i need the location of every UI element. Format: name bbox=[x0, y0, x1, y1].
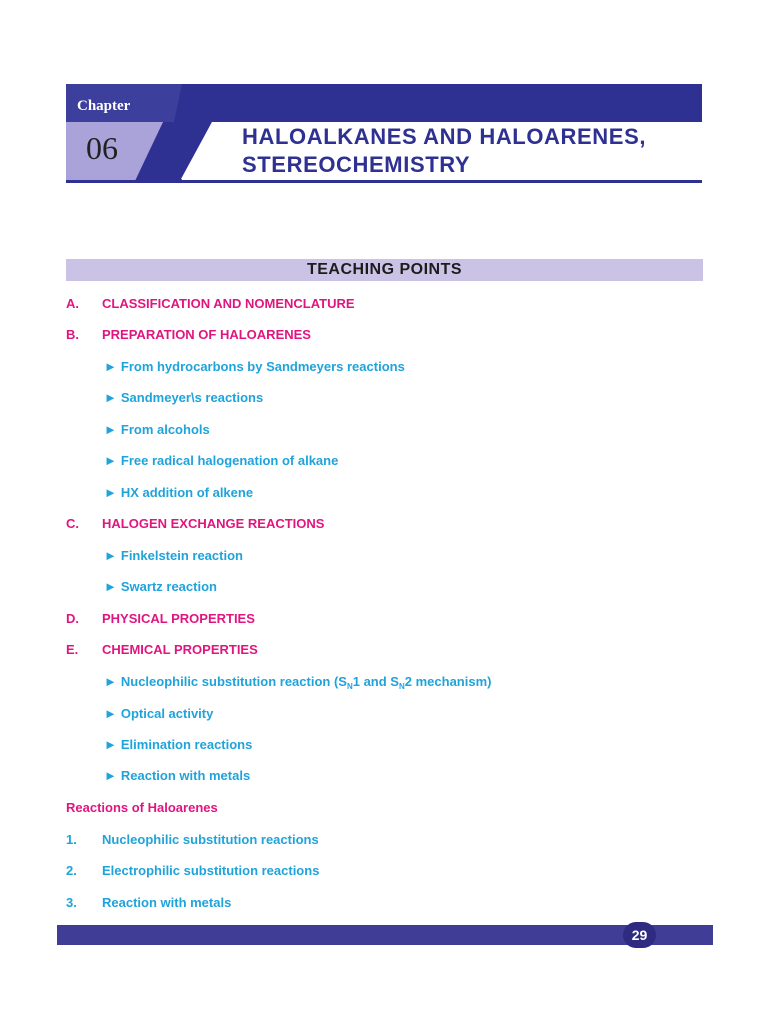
bullet-arrow-icon: ► bbox=[104, 422, 117, 437]
section-letter: A. bbox=[66, 296, 79, 311]
item-number: 1. bbox=[66, 832, 77, 847]
bullet-arrow-icon: ► bbox=[104, 548, 117, 563]
list-item-text: Reaction with metals bbox=[120, 768, 251, 783]
list-item-text: Optical activity bbox=[120, 706, 214, 721]
section-title: PREPARATION OF HALOARENES bbox=[102, 327, 311, 342]
bullet-arrow-icon: ► bbox=[104, 453, 117, 468]
item-number: 3. bbox=[66, 895, 77, 910]
bullet-arrow-icon: ► bbox=[104, 390, 117, 405]
list-item-text: Free radical halogenation of alkane bbox=[120, 453, 339, 468]
section-letter: E. bbox=[66, 642, 79, 657]
header-bottom-rule bbox=[66, 180, 702, 183]
item-text: Reaction with metals bbox=[102, 895, 232, 910]
item-number: 2. bbox=[66, 863, 77, 878]
subscript-n: N bbox=[346, 682, 353, 691]
chapter-header bbox=[0, 0, 768, 200]
list-item bbox=[104, 452, 338, 470]
item-text: Nucleophilic substitution reactions bbox=[102, 832, 319, 847]
list-item-text: Finkelstein reaction bbox=[120, 548, 243, 563]
list-item bbox=[104, 767, 250, 785]
list-item bbox=[104, 705, 213, 723]
bullet-arrow-icon: ► bbox=[104, 706, 117, 721]
chapter-title-line-2: STEREOCHEMISTRY bbox=[242, 152, 471, 177]
footer-bar bbox=[57, 925, 713, 945]
section-title: PHYSICAL PROPERTIES bbox=[102, 611, 255, 626]
bullet-arrow-icon: ► bbox=[104, 579, 117, 594]
bullet-arrow-icon: ► bbox=[104, 737, 117, 752]
list-item-text: From alcohols bbox=[120, 422, 210, 437]
list-item bbox=[104, 673, 491, 691]
item-text: Electrophilic substitution reactions bbox=[102, 863, 320, 878]
chapter-title-line-1: HALOALKANES AND HALOARENES, bbox=[242, 124, 647, 149]
list-item bbox=[104, 484, 253, 502]
list-item bbox=[104, 358, 405, 376]
list-item bbox=[104, 421, 210, 439]
list-item-text: Nucleophilic substitution reaction ($S_N1$ and $S_N2$ mechanism) bbox=[120, 674, 492, 691]
section-title: CLASSIFICATION AND NOMENCLATURE bbox=[102, 296, 355, 311]
chapter-number: 06 bbox=[86, 130, 118, 166]
list-item-text: Elimination reactions bbox=[120, 737, 253, 752]
chapter-label: Chapter bbox=[77, 98, 131, 114]
list-item-text: From hydrocarbons by Sandmeyers reactions bbox=[120, 359, 405, 374]
page-number: 29 bbox=[623, 922, 656, 948]
haloarenes-heading-text: Reactions of Haloarenes bbox=[66, 800, 218, 815]
section-letter: D. bbox=[66, 611, 79, 626]
section-letter: B. bbox=[66, 327, 79, 342]
list-item-text: Swartz reaction bbox=[120, 579, 217, 594]
list-item bbox=[104, 578, 217, 596]
list-item-text: Sandmeyer\s reactions bbox=[120, 390, 264, 405]
section-title: CHEMICAL PROPERTIES bbox=[102, 642, 258, 657]
teaching-points-heading: TEACHING POINTS bbox=[66, 259, 703, 281]
list-item-text: HX addition of alkene bbox=[120, 485, 254, 500]
section-title: HALOGEN EXCHANGE REACTIONS bbox=[102, 516, 325, 531]
list-item bbox=[104, 547, 243, 565]
section-letter: C. bbox=[66, 516, 79, 531]
bullet-arrow-icon: ► bbox=[104, 359, 117, 374]
bullet-arrow-icon: ► bbox=[104, 768, 117, 783]
bullet-arrow-icon: ► bbox=[104, 674, 117, 689]
list-item bbox=[104, 736, 252, 754]
list-item bbox=[104, 389, 263, 407]
bullet-arrow-icon: ► bbox=[104, 485, 117, 500]
subscript-n: N bbox=[398, 682, 405, 691]
chapter-title bbox=[242, 123, 712, 179]
